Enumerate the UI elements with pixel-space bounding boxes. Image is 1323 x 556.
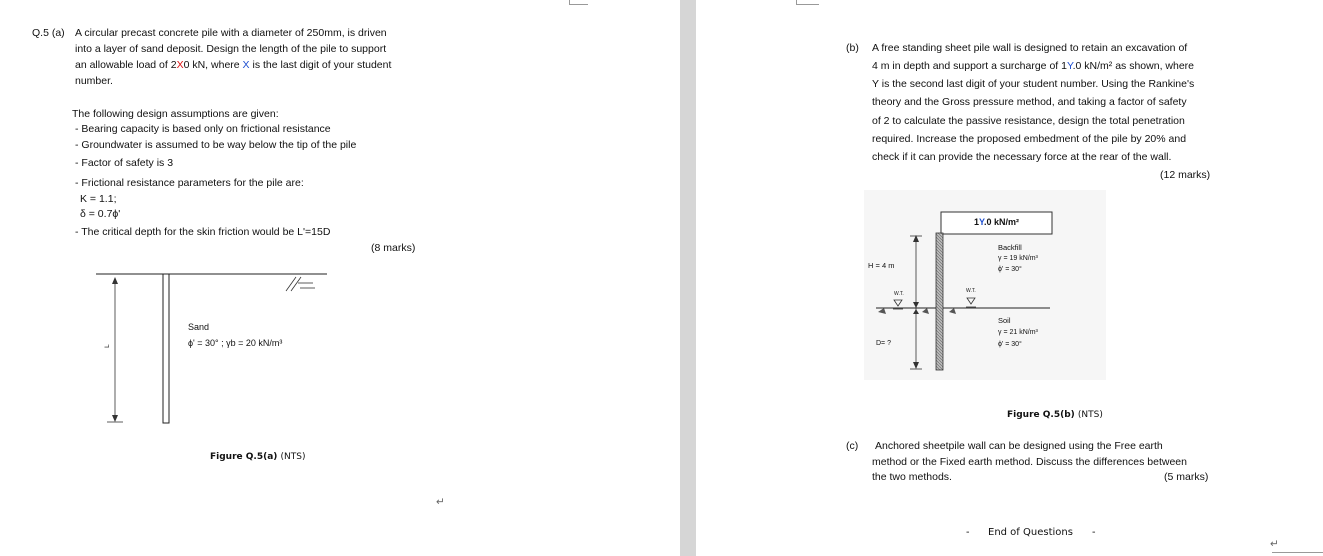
surcharge-label: 1Y.0 kN/m² — [974, 217, 1020, 227]
assumption-item: - Groundwater is assumed to be way below the tip of the pile — [75, 139, 357, 151]
end-of-questions: End of Questions — [988, 527, 1073, 538]
assumption-item: - Frictional resistance parameters for the pile are: — [75, 177, 304, 189]
part-b-text-line: of 2 to calculate the passive resistance, design the total penetration — [872, 115, 1185, 127]
part-b-text-line: 4 m in depth and support a surcharge of 1Y.0 kN/m² as shown, where — [872, 60, 1195, 72]
assumption-item: - Bearing capacity is based only on frictional resistance — [75, 123, 331, 135]
backfill-name: Backfill — [998, 243, 1022, 252]
part-c-label: (c) — [846, 440, 859, 452]
part-c-text-line: Anchored sheetpile wall can be designed using the Free earth — [875, 440, 1163, 452]
soil-gamma: γ = 21 kN/m³ — [998, 329, 1038, 336]
soil-phi: ϕ' = 30° — [998, 341, 1022, 348]
pile-shape — [163, 274, 169, 423]
end-dash: - — [966, 526, 970, 538]
part-c-text-line: method or the Fixed earth method. Discuss the differences between — [872, 456, 1187, 468]
backfill-gamma: γ = 19 kN/m³ — [998, 255, 1038, 262]
return-mark: ↵ — [436, 496, 445, 508]
marks-label: (8 marks) — [371, 242, 416, 254]
crop-mark — [1272, 552, 1323, 553]
height-label: H = 4 m — [868, 261, 895, 270]
part-b-text-line: Y is the second last digit of your student number. Using the Rankine's — [872, 78, 1195, 90]
length-label: L — [103, 344, 111, 348]
question-text-line: into a layer of sand deposit. Design the length of the pile to support — [75, 43, 387, 55]
assumptions-heading: The following design assumptions are given: — [72, 108, 279, 120]
variable-y: Y — [1066, 60, 1073, 72]
part-b-label: (b) — [846, 42, 859, 54]
question-label: Q.5 (a) — [32, 27, 65, 39]
variable-x: X — [242, 59, 250, 71]
part-b-text-line: A free standing sheet pile wall is designed to retain an excavation of — [872, 42, 1188, 54]
sheet-pile-figure — [696, 0, 1323, 556]
part-b-text-line: theory and the Gross pressure method, and taking a factor of safety — [872, 96, 1187, 108]
end-dash: - — [1092, 526, 1096, 538]
page-gutter — [680, 0, 696, 556]
question-text-line: A circular precast concrete pile with a diameter of 250mm, is driven — [75, 27, 387, 39]
part-c-text-line: the two methods. — [872, 471, 952, 483]
part-b-marks: (12 marks) — [1160, 169, 1211, 181]
water-table-label: W.T. — [894, 291, 904, 297]
figure-caption: Figure Q.5(b) (NTS) — [1007, 410, 1103, 420]
ground-hatch-symbol — [286, 277, 315, 291]
soil-properties: ϕ' = 30° ; γb = 20 kN/m³ — [188, 338, 283, 348]
delta-value: δ = 0.7ϕ' — [80, 208, 121, 220]
sheet-pile-wall — [936, 233, 943, 370]
part-b-text-line: check if it can provide the necessary force at the rear of the wall. — [872, 151, 1172, 163]
backfill-phi: ϕ' = 30° — [998, 266, 1022, 273]
critical-depth-text: - The critical depth for the skin friction would be L'=15D — [75, 226, 331, 238]
k-value: K = 1.1; — [80, 193, 117, 205]
part-c-marks: (5 marks) — [1164, 471, 1209, 483]
depth-label: D= ? — [876, 340, 891, 347]
part-b-text-line: required. Increase the proposed embedment of the pile by 20% and — [872, 133, 1187, 145]
variable-x: X — [176, 59, 184, 71]
return-mark: ↵ — [1270, 538, 1279, 550]
assumption-item: - Factor of safety is 3 — [75, 157, 174, 169]
figure-caption: Figure Q.5(a) (NTS) — [210, 452, 306, 462]
arrow-head — [112, 415, 118, 422]
arrow-head — [112, 277, 118, 284]
right-page — [696, 0, 1323, 556]
question-text-line: an allowable load of 2X0 kN, where X is the last digit of your student — [75, 59, 392, 71]
soil-name: Soil — [998, 316, 1011, 325]
question-text-line: number. — [75, 75, 113, 87]
water-table-label: W.T. — [966, 288, 976, 294]
soil-name: Sand — [188, 322, 210, 332]
